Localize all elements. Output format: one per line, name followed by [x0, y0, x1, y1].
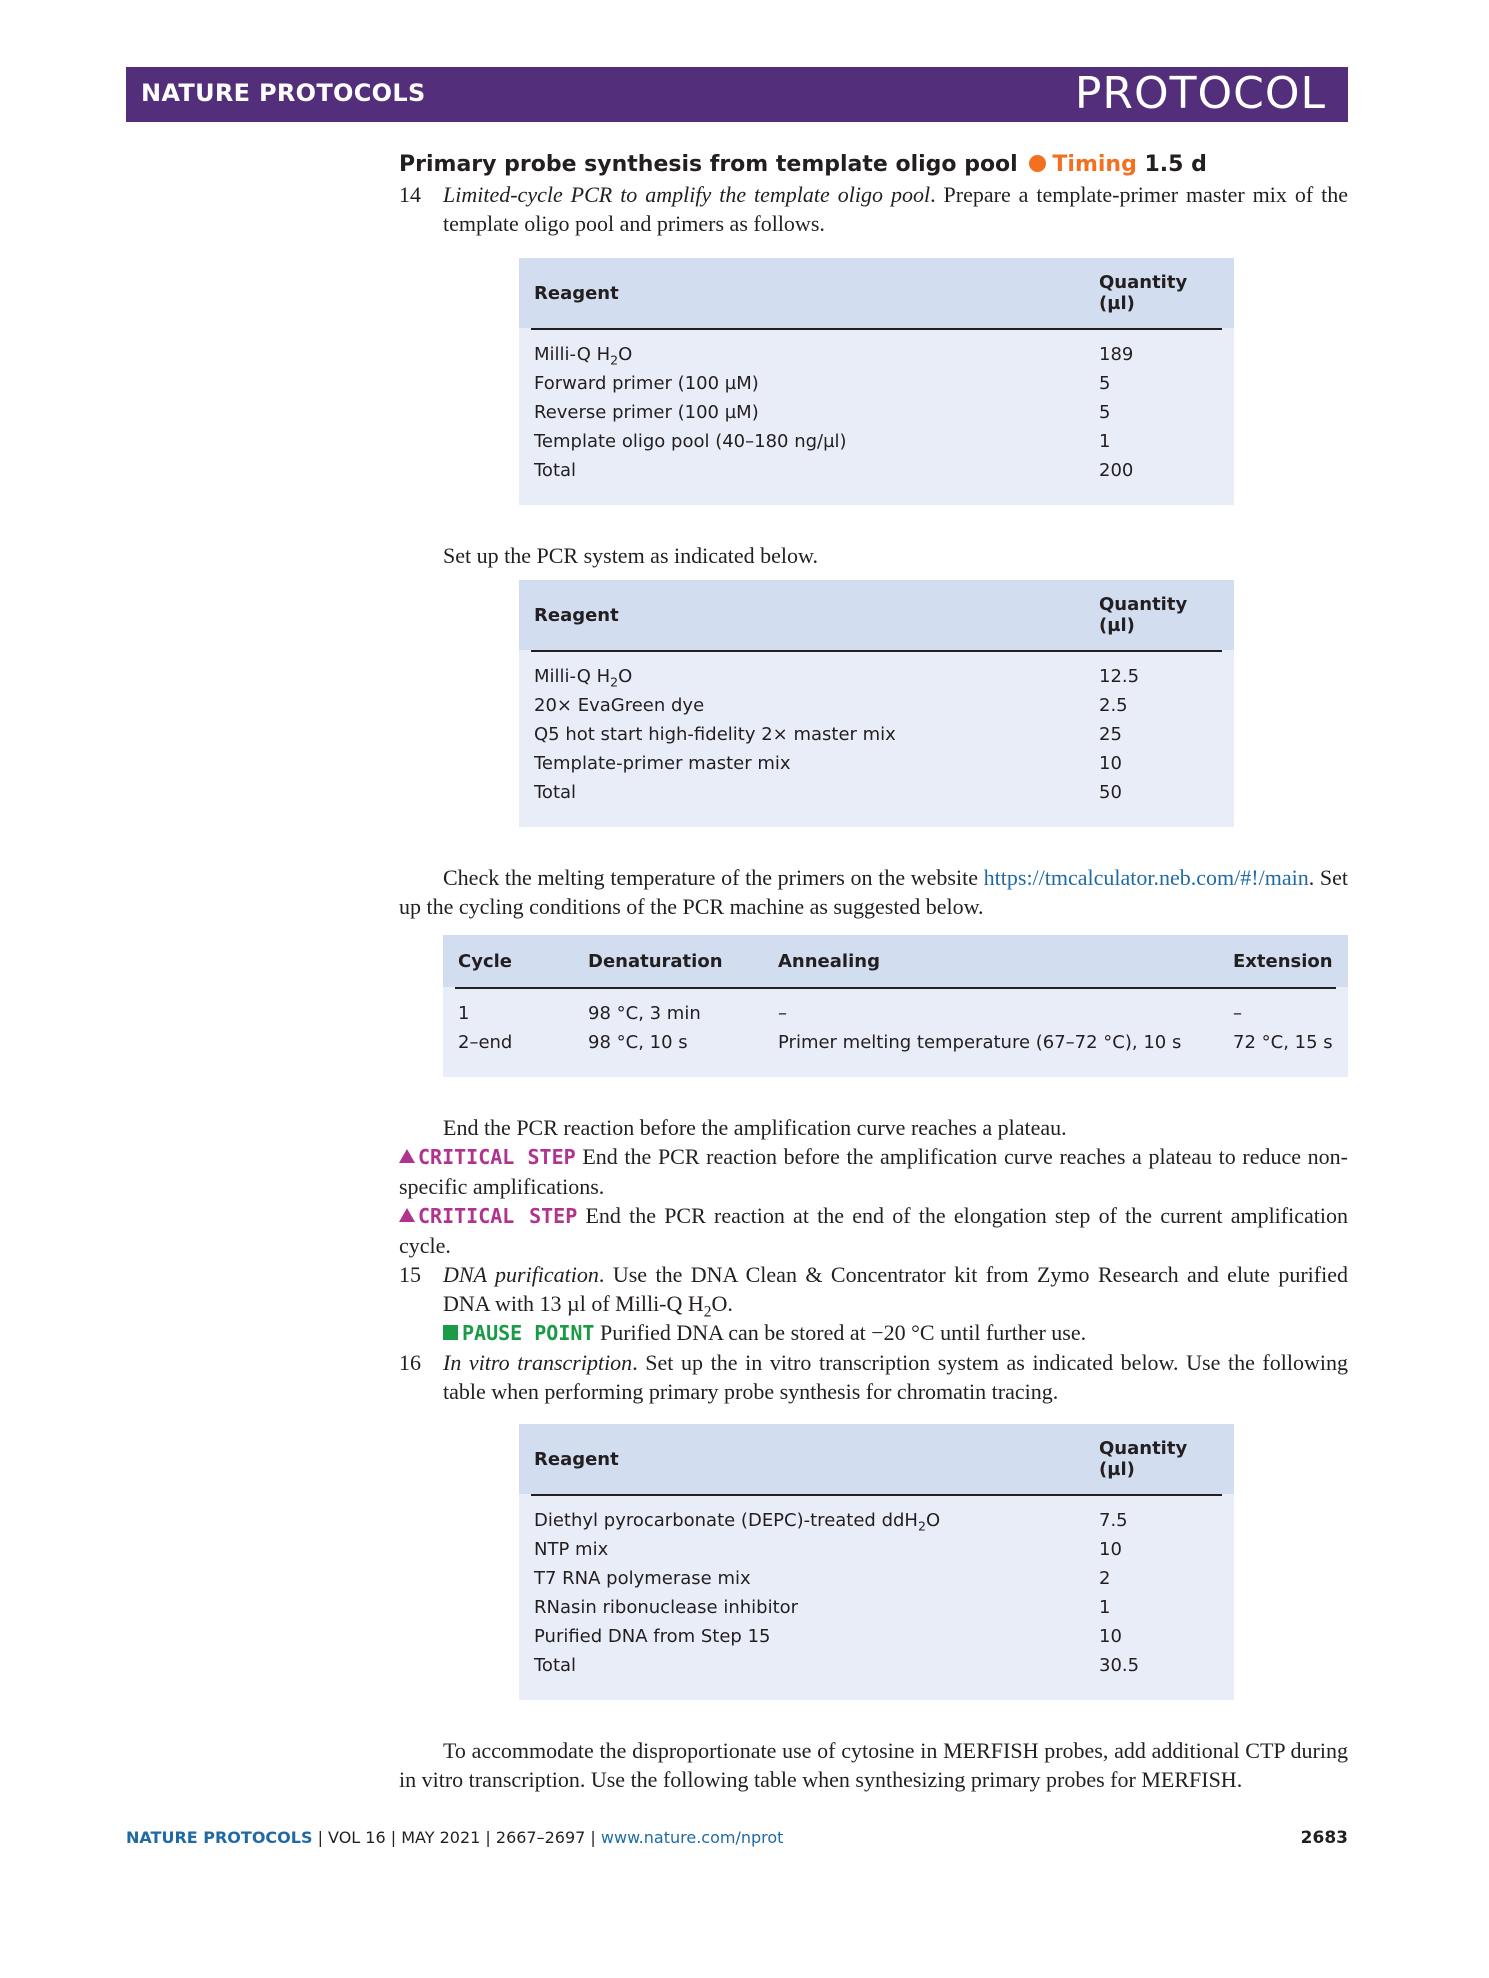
col-header-denaturation: Denaturation	[573, 935, 763, 987]
col-header-extension: Extension	[1218, 935, 1348, 987]
step-title: Limited-cycle PCR to amplify the template oligo pool	[443, 182, 931, 207]
step-16: 16 In vitro transcription. Set up the in vitro transcription system as indicated below. Use the following table when performing primary probe synthesis for chromatin tracing.	[399, 1350, 1348, 1404]
page-footer: NATURE PROTOCOLS | VOL 16 | MAY 2021 | 2667–2697 | www.nature.com/nprot 2683	[126, 1828, 1348, 1848]
step-text: . Prepare a template-primer master mix of the template oligo pool and primers as follows.	[443, 182, 1349, 236]
timing-label: Timing	[1052, 152, 1137, 177]
step-14	[399, 180, 1348, 238]
step-number: 15	[399, 1262, 421, 1287]
table-row: RNasin ribonuclease inhibitor 1	[534, 1597, 1111, 1618]
table-in-vitro-transcription	[519, 1424, 1234, 1700]
table-row: 2–end 98 °C, 10 s Primer melting temperature (67–72 °C), 10 s 72 °C, 15 s	[458, 1032, 1333, 1053]
footer-date: MAY 2021	[401, 1828, 481, 1847]
table-row: Template-primer master mix 10	[534, 753, 1122, 774]
table-row: Milli-Q $H_2O$ 189	[534, 344, 1134, 368]
pause-point: PAUSE POINT Purified DNA can be stored at −20 °C until further use.	[443, 1318, 1348, 1348]
pause-square-icon	[443, 1325, 458, 1340]
closing-paragraph: To accommodate the disproportionate use of cytosine in MERFISH probes, add additional CTP during in vitro transcription. Use the following table when synthesizing primary probes for MERFISH.	[399, 1738, 1348, 1792]
warning-triangle-icon	[399, 1208, 415, 1222]
table-row: Reverse primer (100 µM) 5	[534, 402, 1111, 423]
step-15: 15 DNA purification. Use the DNA Clean & Concentrator kit from Zymo Research and elute purified DNA with 13 µl of Milli-Q $H_2O$.	[399, 1262, 1348, 1321]
table-row: Q5 hot start high-fidelity 2× master mix 25	[534, 724, 1122, 745]
table-cycling-conditions	[443, 935, 1348, 1077]
footer-url[interactable]: www.nature.com/nprot	[600, 1828, 784, 1847]
melting-paragraph: Check the melting temperature of the primers on the website https://tmcalculator.neb.com/#!/main. Set up the cycling conditions of the PCR machine as suggested below.	[399, 865, 1348, 919]
step-title: DNA purification	[443, 1262, 599, 1287]
table-row: Total 50	[534, 782, 1122, 803]
table-row: 1 98 °C, 3 min – –	[458, 1003, 1242, 1024]
col-header-reagent: Reagent	[519, 580, 1084, 650]
critical-step-1: CRITICAL STEP End the PCR reaction before the amplification curve reaches a plateau to reduce non-specific amplifications.	[399, 1144, 1348, 1199]
journal-banner	[126, 67, 1348, 122]
timing-value: 1.5 d	[1144, 152, 1207, 177]
critical-step-2: CRITICAL STEP End the PCR reaction at the end of the elongation step of the current amplification cycle.	[399, 1203, 1348, 1258]
step-title: In vitro transcription	[443, 1350, 633, 1375]
end-pcr-note: End the PCR reaction before the amplification curve reaches a plateau.	[443, 1115, 1067, 1140]
footer-journal: NATURE PROTOCOLS	[126, 1828, 313, 1847]
article-type: PROTOCOL	[1074, 68, 1326, 119]
main-content	[399, 150, 1348, 1794]
journal-name: NATURE PROTOCOLS	[141, 79, 426, 107]
page-number: 2683	[1300, 1828, 1348, 1848]
section-heading	[399, 150, 1348, 180]
table-row: Total 200	[534, 460, 1134, 481]
warning-triangle-icon	[399, 1149, 415, 1163]
pcr-intro: Set up the PCR system as indicated below.	[443, 543, 818, 568]
footer-volume: VOL 16	[328, 1828, 386, 1847]
table-row: Milli-Q $H_2O$ 12.5	[534, 666, 1140, 690]
table-row: Template oligo pool (40–180 ng/µl) 1	[534, 431, 1111, 452]
col-header-cycle: Cycle	[443, 935, 573, 987]
footer-pages: 2667–2697	[495, 1828, 586, 1847]
col-header-quantity: Quantity (µl)	[1084, 580, 1234, 650]
table-row: T7 RNA polymerase mix 2	[534, 1568, 1111, 1589]
col-header-reagent: Reagent	[519, 1424, 1084, 1494]
step-number: 14	[399, 182, 421, 207]
critical-label: CRITICAL STEP	[418, 1204, 578, 1228]
col-header-quantity: Quantity (µl)	[1084, 1424, 1234, 1494]
col-header-reagent: Reagent	[519, 258, 1084, 328]
col-header-annealing: Annealing	[763, 935, 1218, 987]
table-row: Purified DNA from Step 15 10	[534, 1626, 1122, 1647]
table-pcr-system	[519, 580, 1234, 827]
step-number: 16	[399, 1350, 421, 1375]
table-row: 20× EvaGreen dye 2.5	[534, 695, 1128, 716]
tmcalculator-link[interactable]: https://tmcalculator.neb.com/#!/main	[983, 865, 1309, 890]
pause-label: PAUSE POINT	[462, 1321, 595, 1345]
table-row: Forward primer (100 µM) 5	[534, 373, 1111, 394]
critical-label: CRITICAL STEP	[418, 1145, 576, 1169]
table-template-primer-mix	[519, 258, 1234, 505]
table-row: Total 30.5	[534, 1655, 1140, 1676]
timing-dot-icon	[1029, 155, 1046, 172]
table-row: Diethyl pyrocarbonate (DEPC)-treated ddH$_2$O 7.5	[534, 1510, 1128, 1534]
col-header-quantity: Quantity (µl)	[1084, 258, 1234, 328]
section-title: Primary probe synthesis from template oligo pool	[399, 152, 1018, 177]
table-row: NTP mix 10	[534, 1539, 1122, 1560]
